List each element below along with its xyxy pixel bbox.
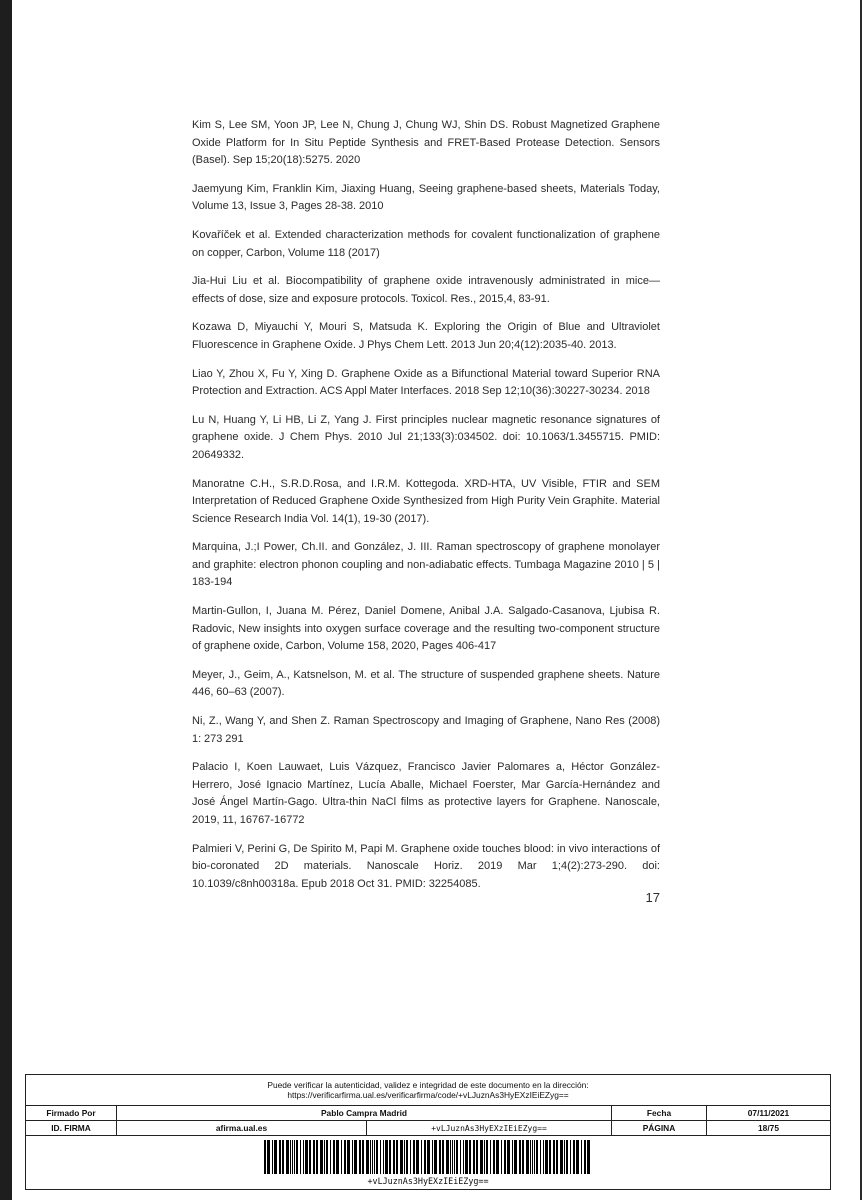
signature-id-label: ID. FIRMA — [26, 1121, 117, 1135]
reference-item: Marquina, J.;I Power, Ch.II. and González, J. III. Raman spectroscopy of graphene monolayer and graphite: electron phonon coupling and non-adiabatic effects. Tumbaga Magazine 2010 | 5 | 183-194 — [192, 541, 660, 589]
signed-by-value: Pablo Campra Madrid — [117, 1106, 612, 1120]
signature-verification-box — [25, 1074, 831, 1190]
reference-item: Manoratne C.H., S.R.D.Rosa, and I.R.M. Kottegoda. XRD-HTA, UV Visible, FTIR and SEM Interpretation of Reduced Graphene Oxide Synthesized from High Purity Vein Graphite. Material Science Research India Vol. 14(1), 19-30 (2017). — [192, 477, 660, 525]
page-count-value: 18/75 — [758, 1123, 779, 1133]
signed-by-label: Firmado Por — [26, 1106, 117, 1120]
verification-text: Puede verificar la autenticidad, validez e integridad de este documento en la dirección: — [267, 1080, 589, 1090]
signature-host: afirma.ual.es — [117, 1121, 367, 1135]
date-value: 07/11/2021 — [747, 1108, 790, 1118]
barcode-image — [262, 1140, 592, 1174]
page-label: PÁGINA — [612, 1121, 707, 1135]
reference-item: Ni, Z., Wang Y, and Shen Z. Raman Spectroscopy and Imaging of Graphene, Nano Res (2008) 1: 273 291 — [192, 715, 660, 745]
reference-item: Kovaříček et al. Extended characterization methods for covalent functionalization of graphene on copper, Carbon, Volume 118 (2017) — [192, 228, 660, 259]
signature-id-row — [26, 1120, 830, 1136]
signature-id-code: +vLJuznAs3HyEXzIEiEZyg== — [367, 1121, 612, 1135]
reference-item: Kim S, Lee SM, Yoon JP, Lee N, Chung J, Chung WJ, Shin DS. Robust Magnetized Graphene Oxide Platform for In Situ Peptide Synthesis and FRET-Based Protease Detection. Sensors (Basel). Sep 15;20(18):5275. 2020 — [192, 119, 660, 167]
verification-url[interactable]: https://verificarfirma.ual.es/verificarfirma/code/+vLJuznAs3HyEXzIEiEZyg== — [287, 1090, 569, 1100]
document-page — [12, 0, 860, 1200]
page-number: 17 — [645, 890, 660, 905]
reference-item: Palmieri V, Perini G, De Spirito M, Papi M. Graphene oxide touches blood: in vivo interactions of bio-coronated 2D materials. Nanoscale Horiz. 2019 Mar 1;4(2):273-290. doi: 10.1039/c8nh00318a. Epub 2018 Oct 31. PMID: 32254085. — [192, 842, 660, 890]
reference-item: Jia-Hui Liu et al. Biocompatibility of graphene oxide intravenously administrated in mice— effects of dose, size and exposure protocols. Toxicol. Res., 2015,4, 83-91. — [192, 275, 660, 305]
reference-item: Martin-Gullon, I, Juana M. Pérez, Daniel Domene, Anibal J.A. Salgado-Casanova, Ljubisa R. Radovic, New insights into oxygen surface coverage and the resulting two-component structure of graphene oxide, Carbon, Volume 158, 2020, Pages 406-417 — [192, 605, 660, 653]
reference-list — [192, 117, 660, 904]
date-label: Fecha — [612, 1106, 707, 1120]
reference-item: Lu N, Huang Y, Li HB, Li Z, Yang J. First principles nuclear magnetic resonance signatures of graphene oxide. J Chem Phys. 2010 Jul 21;133(3):034502. doi: 10.1063/1.3455715. PMID: 20649332. — [192, 413, 660, 461]
reference-item: Jaemyung Kim, Franklin Kim, Jiaxing Huang, Seeing graphene-based sheets, Materials Today, Volume 13, Issue 3, Pages 28-38. 2010 — [192, 182, 660, 213]
left-frame-edge — [0, 0, 12, 1200]
verification-notice — [26, 1080, 830, 1100]
reference-item: Meyer, J., Geim, A., Katsnelson, M. et al. The structure of suspended graphene sheets. Nature 446, 60–63 (2007). — [192, 668, 660, 699]
reference-item: Palacio I, Koen Lauwaet, Luis Vázquez, Francisco Javier Palomares a, Héctor González-Herrero, José Ignacio Martínez, Lucía Aballe, Michael Foerster, Mar García-Hernández and José Ángel Martín-Gago. Ultra-thin NaCl films as protective layers for Graphene. Nanoscale, 2019, 11, 16767-16772 — [192, 761, 660, 826]
reference-item: Liao Y, Zhou X, Fu Y, Xing D. Graphene Oxide as a Bifunctional Material toward Superior RNA Protection and Extraction. ACS Appl Mater Interfaces. 2018 Sep 12;10(36):30227-30234. 2018 — [192, 367, 660, 398]
reference-item: Kozawa D, Miyauchi Y, Mouri S, Matsuda K. Exploring the Origin of Blue and Ultraviolet Fluorescence in Graphene Oxide. J Phys Chem Lett. 2013 Jun 20;4(12):2035-40. 2013. — [192, 321, 660, 351]
signer-row — [26, 1105, 830, 1121]
barcode-caption: +vLJuznAs3HyEXzIEiEZyg== — [367, 1176, 489, 1186]
